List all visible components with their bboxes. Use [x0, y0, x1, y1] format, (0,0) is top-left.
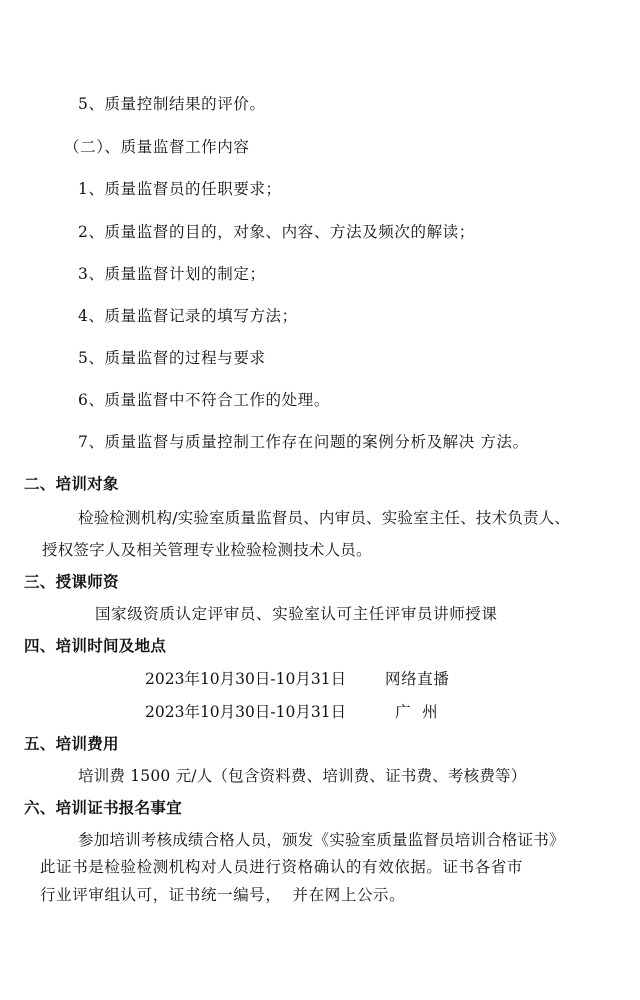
section-5-line: 培训费 1500 元/人（包含资料费、培训费、证书费、考核费等）	[78, 767, 527, 785]
section-3-title: 三、授课师资	[24, 573, 119, 591]
supervision-item-5: 5、质量监督的过程与要求	[78, 349, 266, 367]
section-6-line-3: 行业评审组认可，证书统一编号， 并在网上公示。	[40, 886, 406, 904]
section-6-line-1: 参加培训考核成绩合格人员，颁发《实验室质量监督员培训合格证书》	[78, 831, 565, 849]
section-3-line: 国家级资质认定评审员、实验室认可主任评审员讲师授课	[95, 605, 498, 623]
quality-control-item-5: 5、质量控制结果的评价。	[78, 95, 266, 113]
section-4-title: 四、培训时间及地点	[24, 637, 167, 655]
supervision-item-4: 4、质量监督记录的填写方法；	[78, 307, 298, 325]
section-6-title: 六、培训证书报名事宜	[24, 799, 183, 817]
supervision-item-6: 6、质量监督中不符合工作的处理。	[78, 391, 330, 409]
supervision-item-3: 3、质量监督计划的制定；	[78, 265, 266, 283]
session-1-date: 2023年10月30日-10月31日	[145, 670, 347, 688]
section-2-title: 二、培训对象	[24, 475, 119, 493]
section-6-line-2: 此证书是检验检测机构对人员进行资格确认的有效依据。证书各省市	[40, 858, 524, 876]
supervision-item-2: 2、质量监督的目的，对象、内容、方法及频次的解读；	[78, 223, 475, 241]
section-2-line-1: 检验检测机构/实验室质量监督员、内审员、实验室主任、技术负责人、	[78, 509, 571, 527]
supervision-item-7: 7、质量监督与质量控制工作存在问题的案例分析及解决 方法。	[78, 433, 529, 451]
session-1-place: 网络直播	[385, 670, 450, 688]
supervision-item-1: 1、质量监督员的任职要求；	[78, 180, 282, 198]
section-2-line-2: 授权签字人及相关管理专业检验检测技术人员。	[42, 541, 372, 559]
section-5-title: 五、培训费用	[24, 735, 119, 753]
supervision-heading: （二）、质量监督工作内容	[64, 138, 250, 156]
session-2-place: 广 州	[395, 703, 439, 721]
session-2-date: 2023年10月30日-10月31日	[145, 703, 347, 721]
